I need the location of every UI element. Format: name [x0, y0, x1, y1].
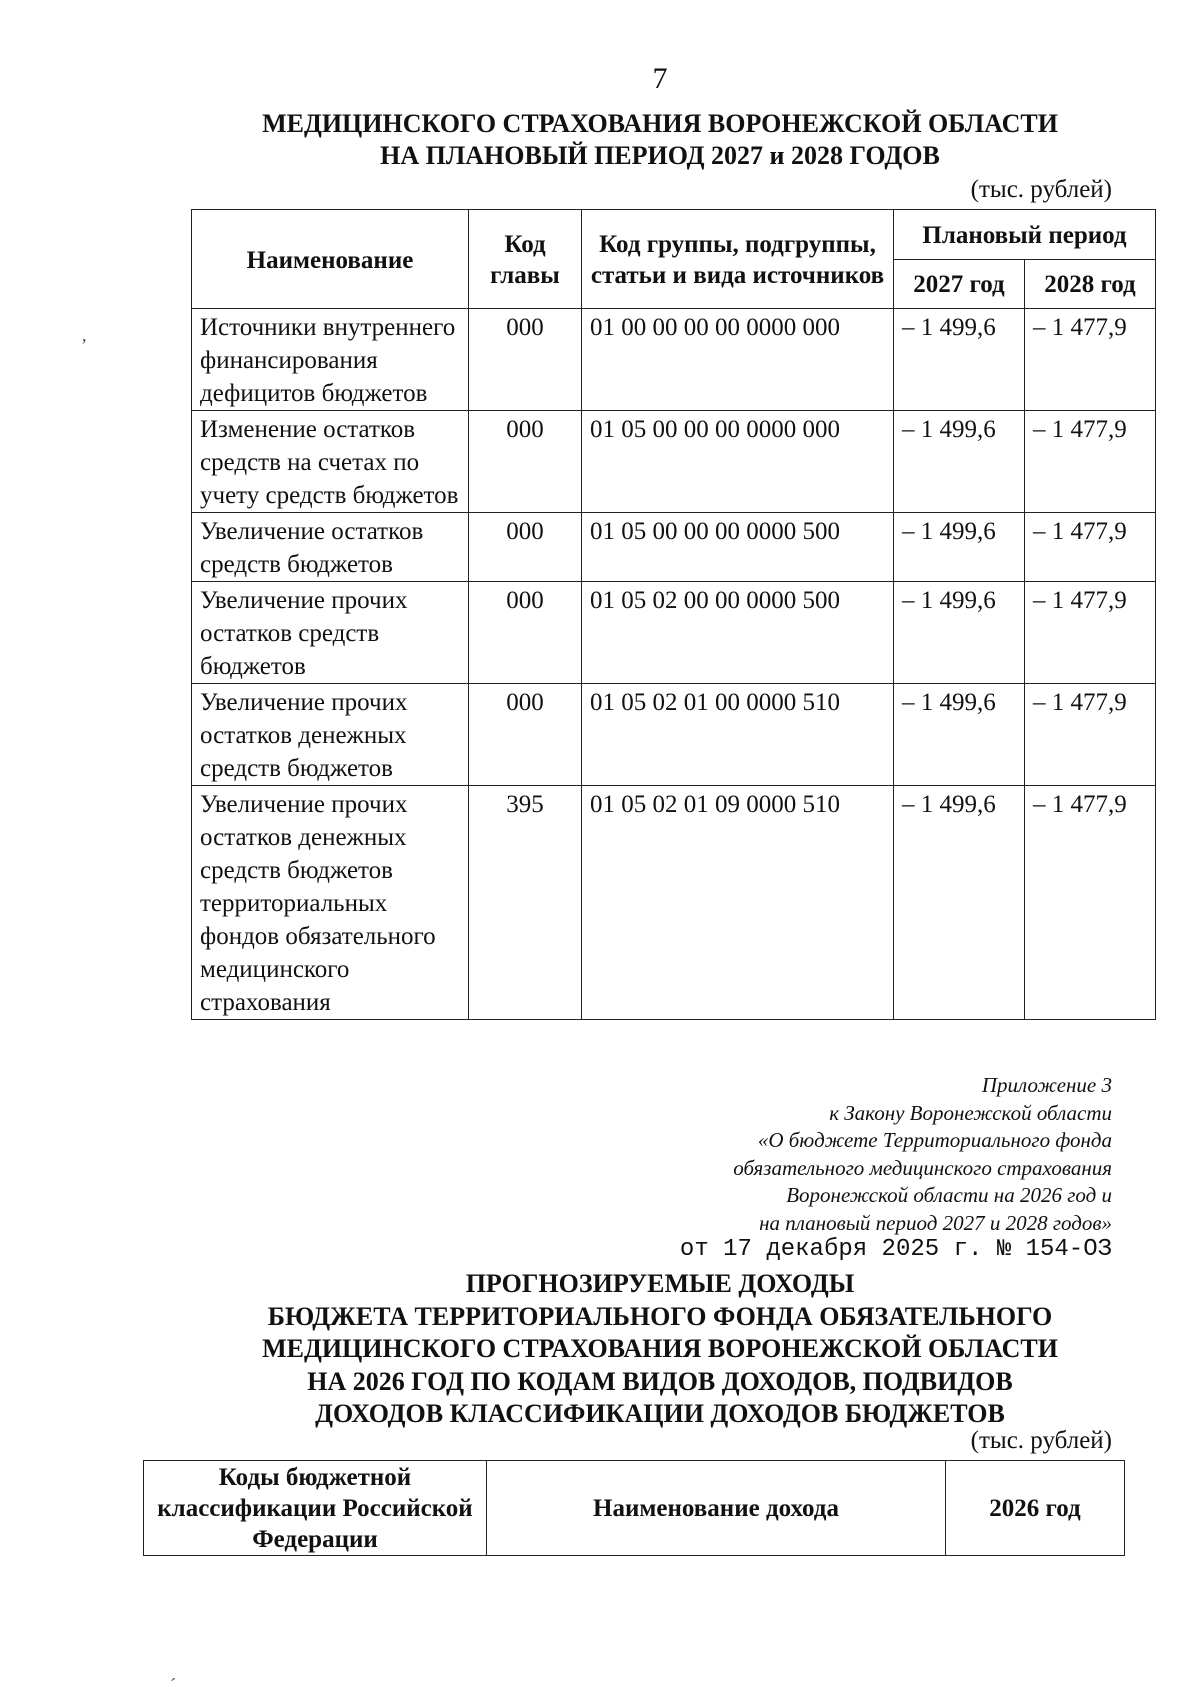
row-chapter: 000 — [469, 309, 582, 411]
section2-title-line: НА 2026 ГОД ПО КОДАМ ВИДОВ ДОХОДОВ, ПОДВИДОВ — [307, 1366, 1013, 1396]
sources-table — [191, 209, 1156, 1020]
row-name: Изменение остатков средств на счетах по учету средств бюджетов — [192, 411, 469, 513]
row-code: 01 05 00 00 00 0000 500 — [582, 513, 894, 582]
appendix-line: к Закону Воронежской области — [829, 1100, 1112, 1125]
row-chapter: 000 — [469, 411, 582, 513]
row-chapter: 395 — [469, 786, 582, 1020]
appendix-line: Приложение 3 — [981, 1073, 1112, 1097]
appendix-line: «О бюджете Территориального фонда — [757, 1128, 1112, 1152]
section1-title-line: НА ПЛАНОВЫЙ ПЕРИОД 2027 и 2028 ГОДОВ — [380, 141, 940, 170]
row-2028: – 1 477,9 — [1025, 684, 1156, 786]
row-name: Увеличение остатков средств бюджетов — [192, 513, 469, 582]
header-year-2026: 2026 год — [946, 1461, 1125, 1556]
row-2027: – 1 499,6 — [894, 684, 1025, 786]
row-2027: – 1 499,6 — [894, 411, 1025, 513]
row-chapter: 000 — [469, 513, 582, 582]
section2-title-line: ДОХОДОВ КЛАССИФИКАЦИИ ДОХОДОВ БЮДЖЕТОВ — [315, 1399, 1005, 1428]
header-year-2027: 2027 год — [894, 259, 1025, 309]
section1-title — [150, 108, 1170, 172]
row-code: 01 05 02 00 00 0000 500 — [582, 582, 894, 684]
row-chapter: 000 — [469, 582, 582, 684]
section1-title-line: МЕДИЦИНСКОГО СТРАХОВАНИЯ ВОРОНЕЖСКОЙ ОБЛАСТИ — [262, 109, 1058, 138]
row-2028: – 1 477,9 — [1025, 411, 1156, 513]
section2-title — [150, 1268, 1170, 1431]
income-table — [143, 1460, 1125, 1556]
scan-speck: ´ — [170, 1675, 176, 1695]
table-row — [192, 309, 1156, 411]
row-2028: – 1 477,9 — [1025, 513, 1156, 582]
header-year-2028: 2028 год — [1025, 259, 1156, 309]
header-group-code: Код группы, подгруппы, статьи и вида источников — [582, 210, 894, 309]
appendix-line: обязательного медицинского страхования — [733, 1155, 1112, 1180]
section2-title-line: ПРОГНОЗИРУЕМЫЕ ДОХОДЫ — [465, 1269, 855, 1298]
appendix-line: на плановый период 2027 и 2028 годов» — [759, 1210, 1112, 1235]
row-code: 01 00 00 00 00 0000 000 — [582, 309, 894, 411]
row-name: Увеличение прочих остатков денежных средств бюджетов — [192, 684, 469, 786]
row-name: Увеличение прочих остатков средств бюджетов — [192, 582, 469, 684]
row-2028: – 1 477,9 — [1025, 582, 1156, 684]
header-chapter-code: Код главы — [469, 210, 582, 309]
scan-speck: , — [82, 325, 87, 345]
appendix-line: Воронежской области на 2026 год и — [786, 1183, 1112, 1207]
header-planned-period: Плановый период — [894, 210, 1156, 260]
header-income-name: Наименование дохода — [487, 1461, 946, 1556]
row-2027: – 1 499,6 — [894, 582, 1025, 684]
header-codes: Коды бюджетной классификации Российской Федерации — [144, 1461, 487, 1556]
row-2027: – 1 499,6 — [894, 513, 1025, 582]
row-2027: – 1 499,6 — [894, 786, 1025, 1020]
row-code: 01 05 00 00 00 0000 000 — [582, 411, 894, 513]
row-2027: – 1 499,6 — [894, 309, 1025, 411]
table-row — [192, 786, 1156, 1020]
section2-title-line: МЕДИЦИНСКОГО СТРАХОВАНИЯ ВОРОНЕЖСКОЙ ОБЛАСТИ — [262, 1334, 1058, 1363]
row-chapter: 000 — [469, 684, 582, 786]
page-number: 7 — [652, 62, 668, 95]
row-code: 01 05 02 01 09 0000 510 — [582, 786, 894, 1020]
table-row — [192, 684, 1156, 786]
section2-title-line: БЮДЖЕТА ТЕРРИТОРИАЛЬНОГО ФОНДА ОБЯЗАТЕЛЬНОГО — [267, 1301, 1053, 1331]
table-row — [192, 513, 1156, 582]
row-2028: – 1 477,9 — [1025, 309, 1156, 411]
section1-units: (тыс. рублей) — [970, 176, 1112, 203]
row-name: Увеличение прочих остатков денежных средств бюджетов территориальных фондов обязательного медицинского страхования — [192, 786, 469, 1020]
table-row — [192, 582, 1156, 684]
row-2028: – 1 477,9 — [1025, 786, 1156, 1020]
row-name: Источники внутреннего финансирования дефицитов бюджетов — [192, 309, 469, 411]
table-row — [192, 411, 1156, 513]
row-code: 01 05 02 01 00 0000 510 — [582, 684, 894, 786]
header-name: Наименование — [192, 210, 469, 309]
section2-units: (тыс. рублей) — [970, 1427, 1112, 1454]
law-date: от 17 декабря 2025 г. № 154-ОЗ — [679, 1236, 1112, 1263]
appendix-reference — [592, 1072, 1112, 1237]
